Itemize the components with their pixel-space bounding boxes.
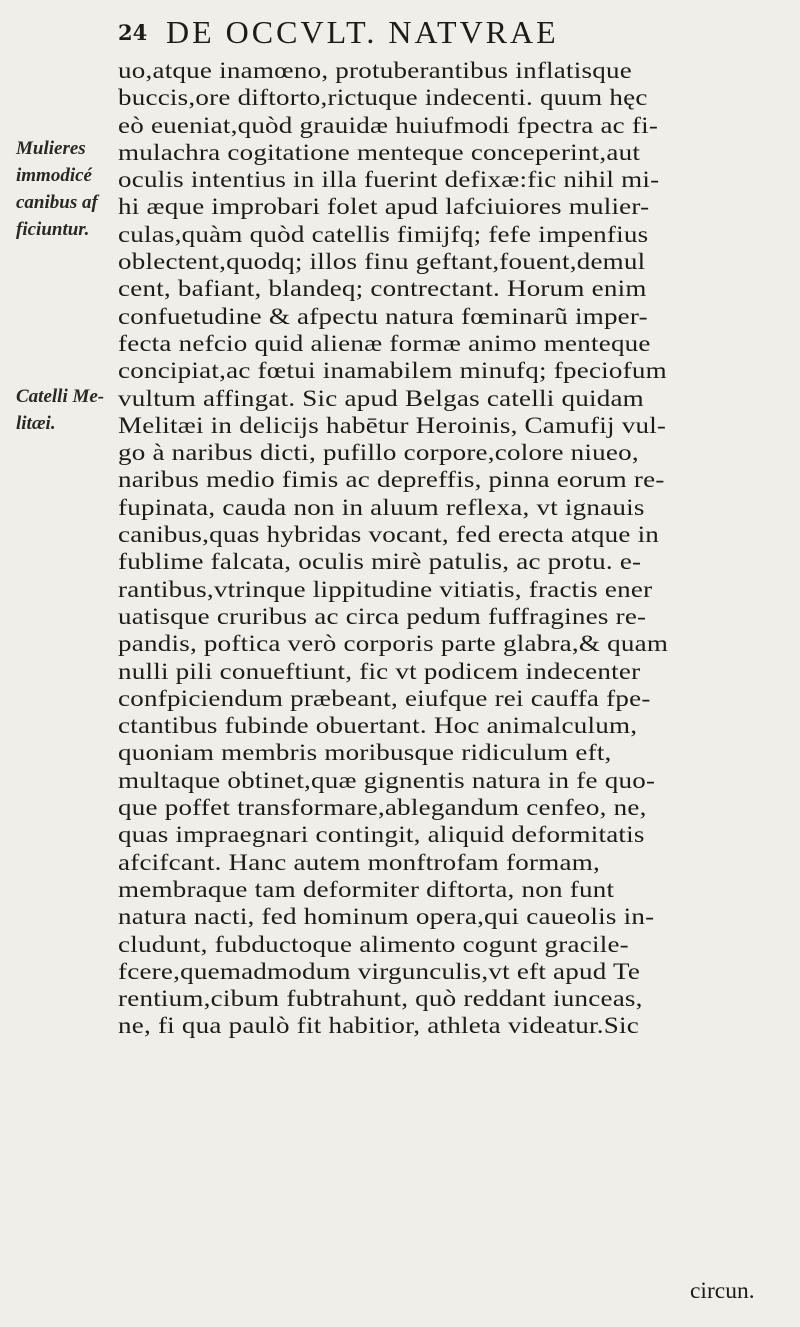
text-line: go à naribus dicti, pufillo corpore,colore niueo, (118, 440, 639, 467)
text-line: multaque obtinet,quæ gignentis natura in fe quo- (118, 767, 656, 794)
text-line: cludunt, fubductoque alimento cogunt gracile- (118, 931, 629, 958)
text-line: membraque tam deformiter diftorta, non funt (118, 876, 615, 903)
text-line: uatisque cruribus ac circa pedum fuffragines re- (118, 603, 647, 630)
text-line: ctantibus fubinde obuertant. Hoc animalculum, (118, 713, 638, 740)
text-line: Melitæi in delicijs habētur Heroinis, Camufij vul- (118, 412, 667, 439)
margin-note-line: ficiuntur. (16, 219, 90, 240)
text-line: fecta nefcio quid alienæ formæ animo menteque (118, 330, 651, 357)
text-line: rantibus,vtrinque lippitudine vitiatis, fractis ener (118, 576, 653, 603)
text-line: confuetudine & afpectu natura fœminarũ imper- (118, 303, 648, 330)
text-line: confpiciendum præbeant, eiufque rei cauffa fpe- (118, 685, 651, 712)
text-line: naribus medio fimis ac depreffis, pinna eorum re- (118, 467, 665, 494)
text-line: nulli pili conueftiunt, fic vt podicem indecenter (118, 658, 641, 685)
margin-note-mulieres (16, 135, 98, 243)
text-line: natura nacti, fed hominum opera,qui caueolis in- (118, 904, 655, 931)
text-line: eò eueniat,quòd grauidæ huiufmodi fpectra ac fi- (118, 112, 659, 139)
margin-note-line: Catelli Me- (16, 386, 105, 407)
text-line: quas impraegnari contingit, aliquid deformitatis (118, 822, 645, 849)
page-number: 24 (118, 20, 148, 45)
text-line: culas,quàm quòd catellis fimijfq; fefe impenfius (118, 221, 649, 248)
text-line: afcifcant. Hanc autem monftrofam formam, (118, 849, 600, 876)
text-line: cent, bafiant, blandeq; contrectant. Horum enim (118, 276, 647, 303)
text-line: mulachra cogitatione menteque conceperint,aut (118, 139, 641, 166)
running-title: DE OCCVLT. NATVRAE (166, 14, 559, 50)
margin-note-line: immodicé (16, 165, 92, 186)
margin-note-catelli (16, 383, 104, 437)
text-line: hi æque improbari folet apud lafciuiores mulier- (118, 194, 650, 221)
body-text (118, 58, 798, 1041)
text-line: que poffet transformare,ablegandum cenfeo, ne, (118, 795, 647, 822)
text-line: oculis intentius in illa fuerint defixæ:fic nihil mi- (118, 167, 660, 194)
text-line: uo,atque inamœno, protuberantibus inflatisque (118, 58, 632, 84)
text-line: pandis, poftica verò corporis parte glabra,& quam (118, 631, 669, 658)
text-line: fupinata, cauda non in aluum reflexa, vt ignauis (118, 494, 645, 521)
text-line: ne, fi qua paulò fit habitior, athleta videatur.Sic (118, 1013, 639, 1040)
margin-note-line: litæi. (16, 413, 56, 434)
text-line: buccis,ore diftorto,rictuque indecenti. quum hęc (118, 85, 648, 112)
text-line: concipiat,ac fœtui inamabilem minufq; fpeciofum (118, 358, 667, 385)
text-line: oblectent,quodq; illos finu geftant,fouent,demul (118, 249, 646, 276)
text-line: canibus,quas hybridas vocant, fed erecta atque in (118, 522, 660, 549)
margin-note-line: Mulieres (16, 138, 86, 159)
text-line: vultum affingat. Sic apud Belgas catelli quidam (118, 385, 644, 412)
text-line: fublime falcata, oculis mirè patulis, ac protu. e- (118, 549, 642, 576)
text-line: rentium,cibum fubtrahunt, quò reddant iunceas, (118, 986, 643, 1013)
text-line: fcere,quemadmodum virgunculis,vt eft apud Te (118, 958, 641, 985)
page-header (118, 14, 738, 54)
margin-note-line: canibus af (16, 192, 98, 213)
catchword: circun. (690, 1278, 755, 1304)
text-line: quoniam membris moribusque ridiculum eft, (118, 740, 612, 767)
